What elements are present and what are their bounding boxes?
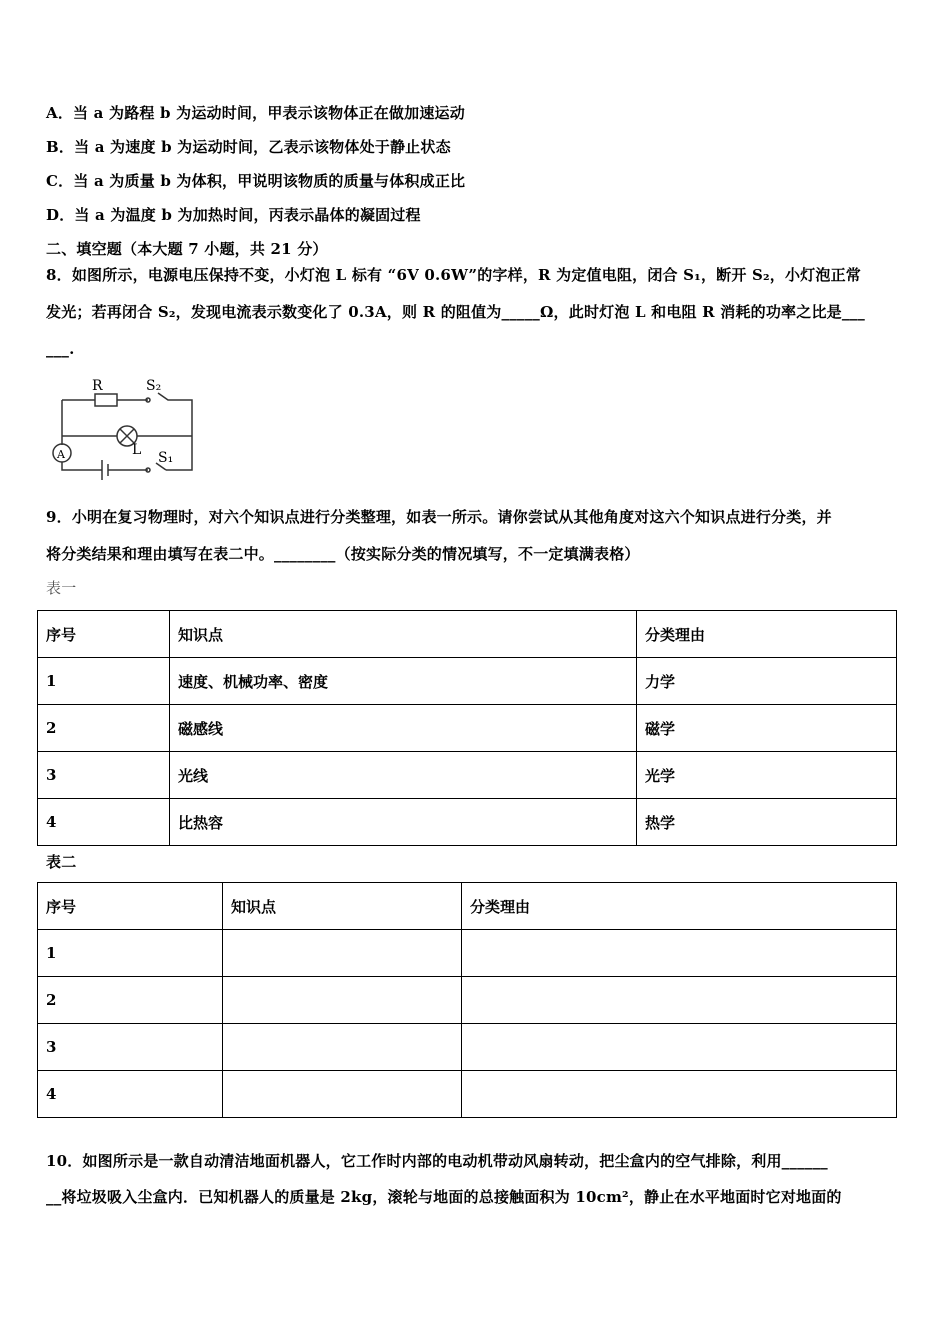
cell: 3 (38, 1024, 223, 1071)
q8-line2: 发光；若再闭合 S₂，发现电流表示数变化了 0.3A，则 R 的阻值为_____Ω，此时灯泡 L 和电阻 R 消耗的功率之比是___ (46, 303, 865, 321)
header-cell: 分类理由 (462, 883, 897, 930)
q8-line3: ___. (46, 340, 75, 358)
q9-line1: 9．小明在复习物理时，对六个知识点进行分类整理，如表一所示。请你尝试从其他角度对这六个知识点进行分类，并 (46, 508, 832, 526)
option-a: A．当 a 为路程 b 为运动时间，甲表示该物体正在做加速运动 (46, 104, 465, 122)
q8-line1: 8．如图所示，电源电压保持不变，小灯泡 L 标有 “6V 0.6W”的字样，R 为定值电阻，闭合 S₁，断开 S₂，小灯泡正常 (46, 266, 861, 284)
cell: 热学 (637, 799, 897, 846)
answer-cell[interactable] (462, 977, 897, 1024)
header-cell: 序号 (38, 883, 223, 930)
cell: 磁感线 (170, 705, 637, 752)
header-cell: 序号 (38, 611, 170, 658)
header-cell: 知识点 (223, 883, 462, 930)
answer-cell[interactable] (462, 1071, 897, 1118)
answer-cell[interactable] (462, 930, 897, 977)
cell: 2 (38, 705, 170, 752)
cell: 比热容 (170, 799, 637, 846)
table-header-row (38, 883, 897, 930)
cell: 速度、机械功率、密度 (170, 658, 637, 705)
cell: 2 (38, 977, 223, 1024)
label-r: R (92, 378, 103, 394)
table-row (38, 1024, 897, 1071)
cell: 磁学 (637, 705, 897, 752)
cell: 力学 (637, 658, 897, 705)
cell: 4 (38, 799, 170, 846)
header-cell: 知识点 (170, 611, 637, 658)
section-title: 二、填空题（本大题 7 小题，共 21 分） (46, 240, 328, 258)
table2-caption: 表二 (46, 853, 77, 871)
option-c: C．当 a 为质量 b 为体积，甲说明该物质的质量与体积成正比 (46, 172, 466, 190)
table-row (38, 799, 897, 846)
cell: 光线 (170, 752, 637, 799)
table-header-row (38, 611, 897, 658)
cell: 1 (38, 658, 170, 705)
answer-cell[interactable] (223, 977, 462, 1024)
q10-line1: 10．如图所示是一款自动清洁地面机器人，它工作时内部的电动机带动风扇转动，把尘盒内的空气排除，利用______ (46, 1152, 828, 1170)
table-row (38, 752, 897, 799)
option-d: D．当 a 为温度 b 为加热时间，丙表示晶体的凝固过程 (46, 206, 421, 224)
cell: 3 (38, 752, 170, 799)
answer-cell[interactable] (223, 930, 462, 977)
table-row (38, 705, 897, 752)
table-row (38, 658, 897, 705)
answer-cell[interactable] (462, 1024, 897, 1071)
table-1 (37, 610, 897, 846)
q10-line2: __将垃圾吸入尘盒内．已知机器人的质量是 2kg，滚轮与地面的总接触面积为 10cm²，静止在水平地面时它对地面的 (46, 1188, 842, 1206)
ammeter-label: A (57, 448, 65, 461)
option-b: B．当 a 为速度 b 为运动时间，乙表示该物体处于静止状态 (46, 138, 451, 156)
label-s2: S₂ (146, 378, 162, 394)
cell: 1 (38, 930, 223, 977)
table-2 (37, 882, 897, 1118)
q9-line2: 将分类结果和理由填写在表二中。________（按实际分类的情况填写，不一定填满表格） (46, 545, 640, 563)
table-row (38, 930, 897, 977)
table-row (38, 1071, 897, 1118)
table-row (38, 977, 897, 1024)
label-s1: S₁ (158, 450, 174, 466)
answer-cell[interactable] (223, 1024, 462, 1071)
header-cell: 分类理由 (637, 611, 897, 658)
label-l: L (132, 442, 142, 458)
cell: 4 (38, 1071, 223, 1118)
circuit-diagram (40, 370, 210, 480)
answer-cell[interactable] (223, 1071, 462, 1118)
cell: 光学 (637, 752, 897, 799)
table1-caption: 表一 (46, 579, 77, 597)
